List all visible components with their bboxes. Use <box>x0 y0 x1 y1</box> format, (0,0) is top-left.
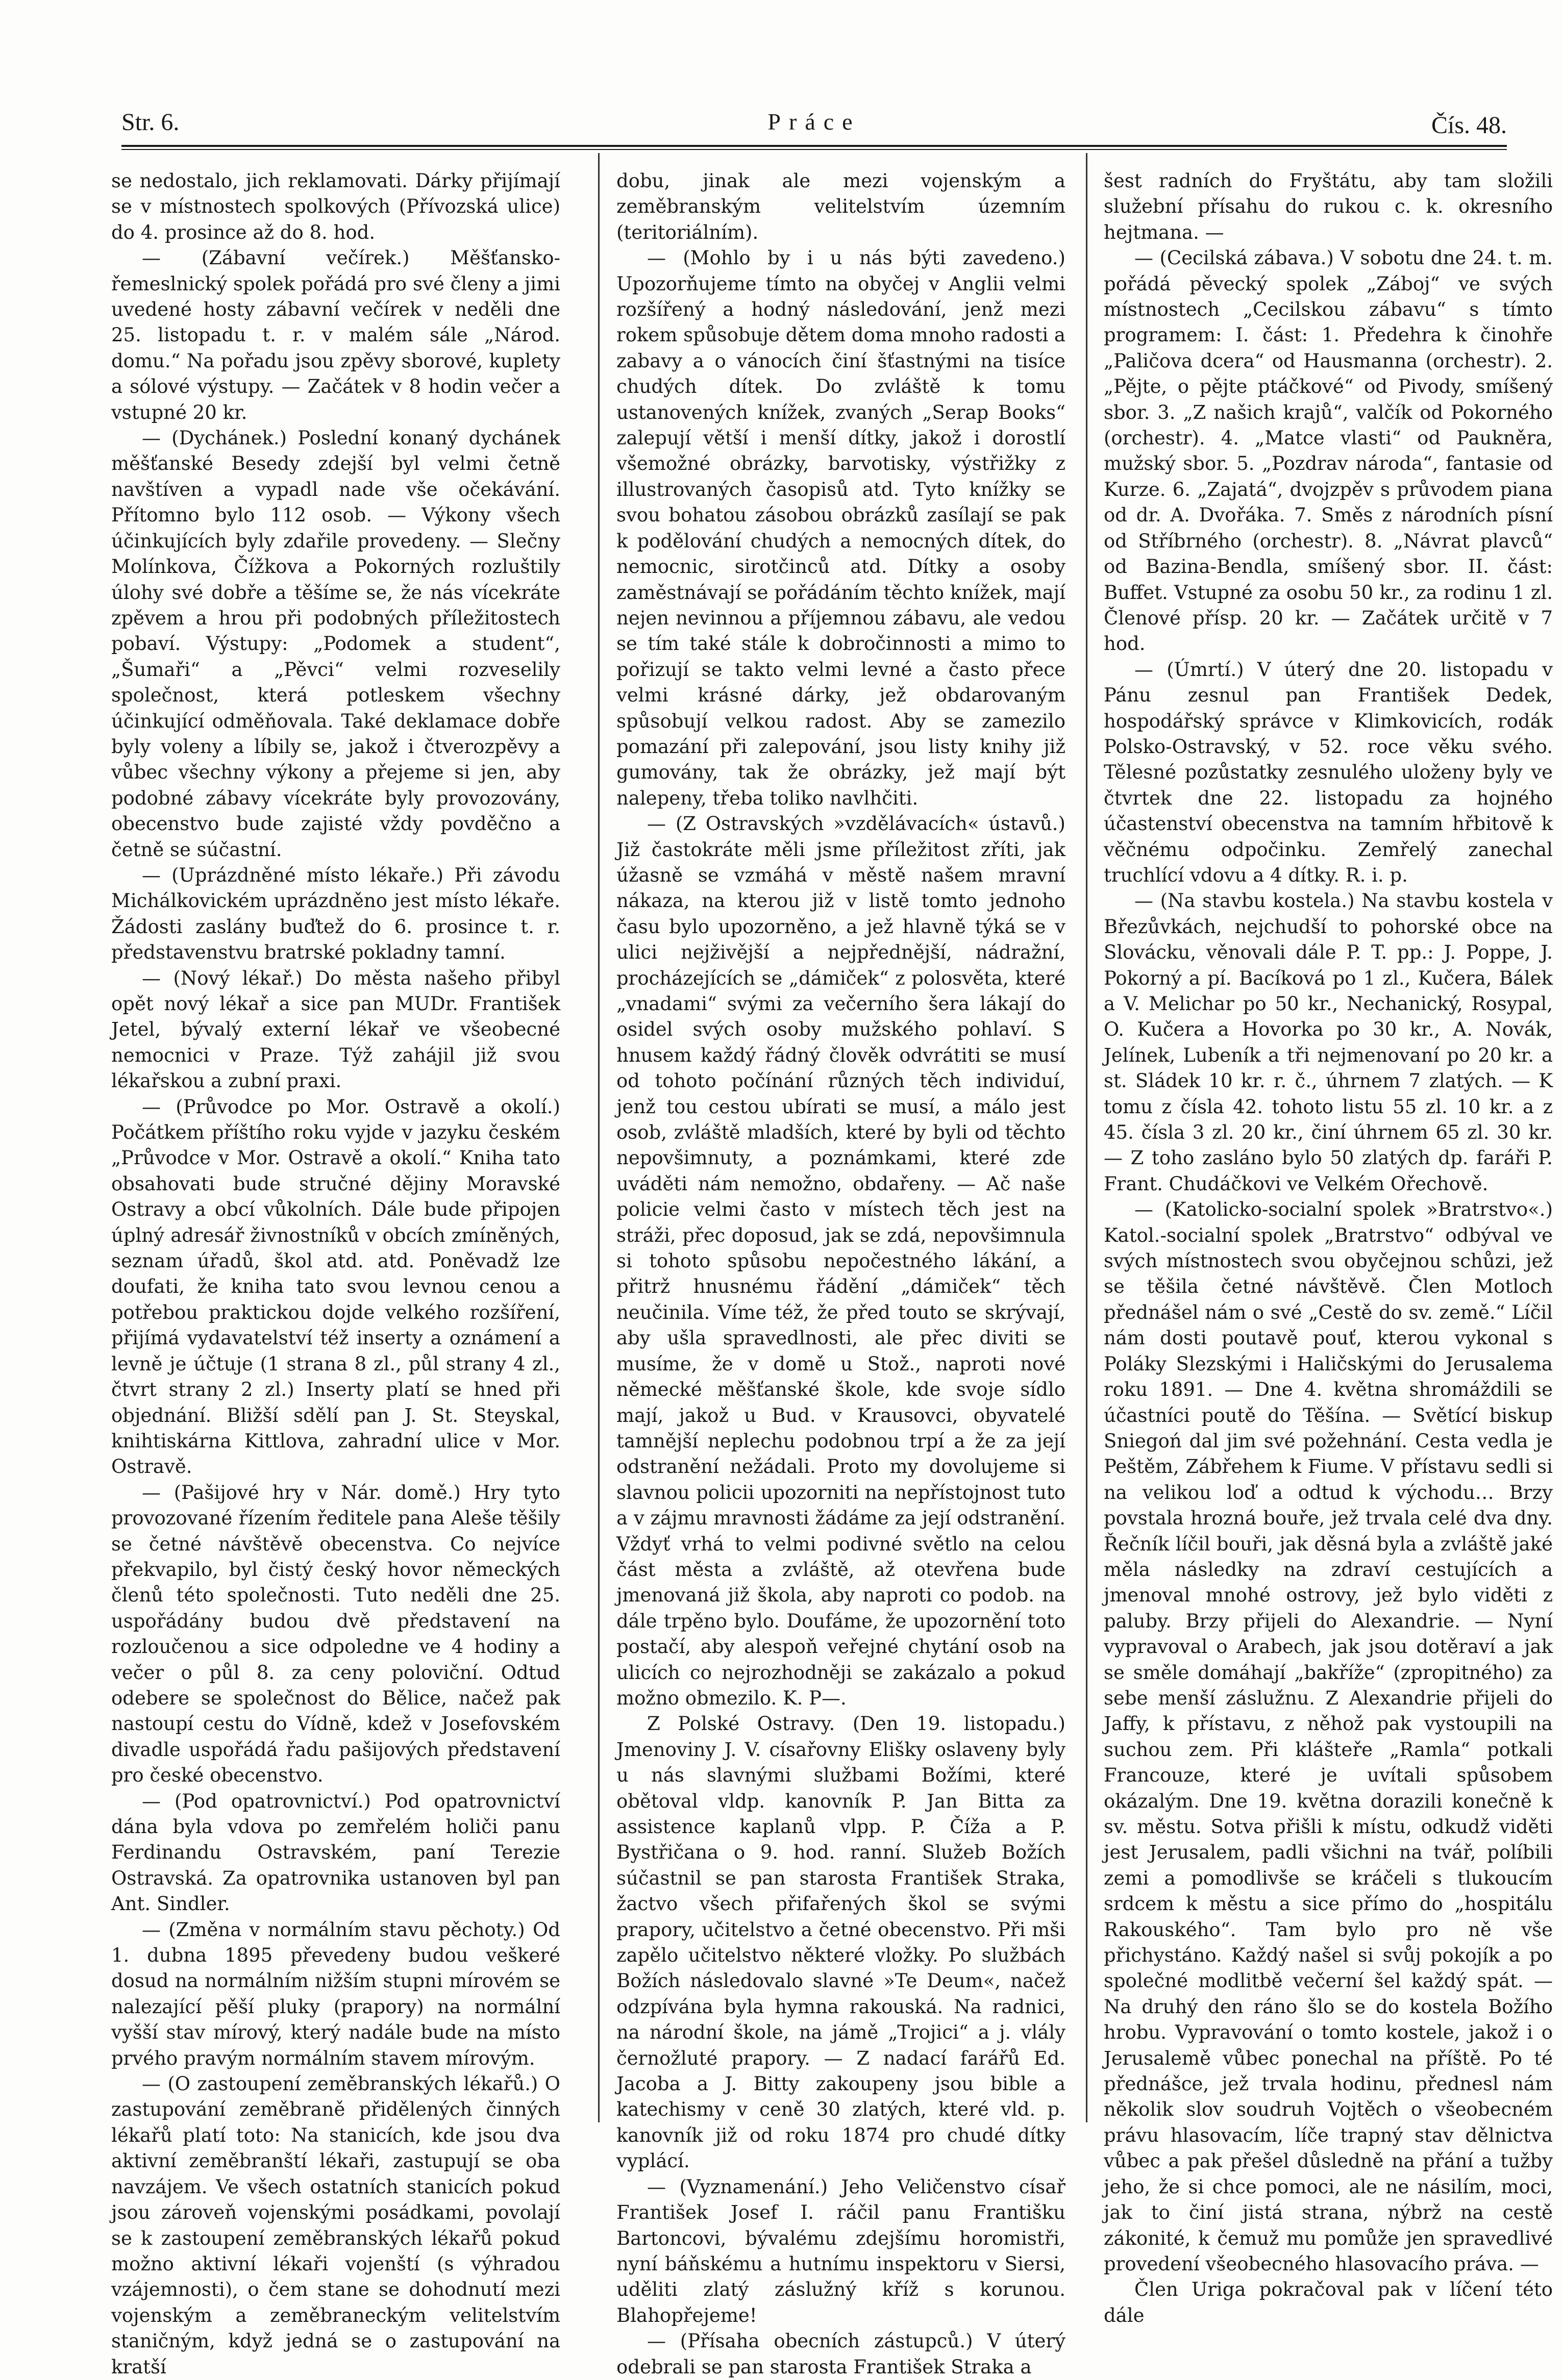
paragraph: se nedostalo, jich reklamovati. Dárky přijímají se v místnostech spolkových (Přívozská ulice) do 4. prosince až do 8. hod. <box>111 170 560 243</box>
paragraph: — (Pod opatrovnictví.) Pod opatrovnictví dána byla vdova po zemřelém holiči panu Ferdinandu Ostravském, paní Terezie Ostravská. Za opatrovnika ustanoven byl pan Ant. Sindler. <box>111 1790 560 1915</box>
header-rule-thin <box>121 149 1507 150</box>
column-2 <box>616 168 1065 2378</box>
paragraph: — (Katolicko-socialní spolek »Bratrstvo«.) Katol.-socialní spolek „Bratrstvo“ odbýval ve svých místnostech svou obyčejnou schůzi, jež se těšila četné návštěvě. Člen Motloch přednášel nám o své „Cestě do sv. země.“ Líčil nám dosti poutavě pouť, kterou vykonal s Poláky Slezskými i Haličskými do Jerusalema roku 1891. — Dne 4. května shromáždili se účastníci poutě do Těšína. — Světící biskup Sniegoń dal jim své požehnání. Cesta vedla je Peštěm, Zábřehem k Fiume. V přístavu sedli si na velikou loď a odtud k východu… Brzy povstala hrozná bouře, jež trvala celé dva dny. Řečník líčil bouři, jak děsná byla a zvláště jaké měla následky na zdraví cestujících a jmenoval mnohé ostrovy, jež bylo viděti z paluby. Brzy přijeli do Alexandrie. — Nyní vypravoval o Arabech, jak jsou dotěraví a jak se směle domáhají „bakříže“ (zpropitného) za sebe menší záslužnu. Z Alexandrie přijeli do Jaffy, k přístavu, z něhož pak vystoupili na suchou zem. Při klášteře „Ramla“ potkali Francouze, které je uvítali spůsobem okázalým. Dne 19. května dorazili konečně k sv. městu. Sotva přišli k místu, odkudž viděti jest Jerusalem, padli všichni na tvář, políbili zemi a pomodlivše se kráčeli s tlukoucím srdcem k městu a sice přímo do „hospitálu Rakouského“. Tam bylo pro ně vše přichystáno. Každý našel si svůj pokojík a po společné modlitbě večerní šel každý spát. — Na druhý den ráno šlo se do kostela Božího hrobu. Vypravování o tomto kostele, jakož i o Jerusalemě vůbec ponechal na příště. Po té přednášce, jež trvala hodinu, přednesl nám několik slov soudruh Vojtěch o všeobecném právu hlasovacím, líče trapný stav dělnictva vůbec a pak přešel důsledně na přání a tužby jeho, že si chce pomoci, ale ne násilím, moci, jak to činí jistá strana, nýbrž na cestě zákonité, k čemuž mu pomůže jen spravedlivé provedení všeobecného hlasovacího práva. — <box>1104 1198 1553 2275</box>
paragraph: — (Přísaha obecních zástupců.) V úterý odebrali se pan starosta František Straka a <box>616 2330 1065 2378</box>
paragraph: Člen Uriga pokračoval pak v líčení této dále <box>1104 2278 1553 2326</box>
paragraph: dobu, jinak ale mezi vojenským a zeměbranským velitelstvím územním (teritoriálním). <box>616 170 1065 243</box>
paragraph: — (O zastoupení zeměbranských lékařů.) O zastupování zeměbraně přidělených činných lékařů platí toto: Na stanicích, kde jsou dva aktivní zeměbranští lékaři, zastupují se oba navzájem. Ve všech ostatních stanicích pokud jsou zároveň vojenskými posádkami, povolají se k zastoupení zeměbranských lékařů pokud možno aktivní lékaři vojenští (s výhradou vzájemnosti), o čem stane se dohodnutí mezi vojenským a zeměbraneckým velitelstvím staničným, když jedná se o zastupování na kratší <box>111 2073 560 2378</box>
newspaper-title: Práce <box>767 109 861 135</box>
column-divider <box>1086 153 1087 2122</box>
paragraph: — (Cecilská zábava.) V sobotu dne 24. t. m. pořádá pěvecký spolek „Záboj“ ve svých místnostech „Cecilskou zábavu“ s tímto programem: I. část: 1. Předehra k činohře „Paličova dcera“ od Hausmanna (orchestr). 2. „Pějte, o pějte ptáčkové“ od Pivody, smíšený sbor. 3. „Z našich krajů“, valčík od Pokorného (orchestr). 4. „Matce vlasti“ od Paukněra, mužský sbor. 5. „Pozdrav národa“, fantasie od Kurze. 6. „Zajatá“, dvojzpěv s průvodem piana od dr. A. Dvořáka. 7. Směs z národních písní od Stříbrného (orchestr). 8. „Návrat plavců“ od Bazina-Bendla, smíšený sbor. II. část: Buffet. Vstupné za osobu 50 kr., za rodinu 1 zl. Členové přísp. 20 kr. — Začátek určitě v 7 hod. <box>1104 247 1553 655</box>
column-3 <box>1104 168 1553 2326</box>
paragraph: — (Mohlo by i u nás býti zavedeno.) Upozorňujeme tímto na obyčej v Anglii velmi rozšířený a hodný následování, jenž mezi rokem spůsobuje dětem doma mnoho radosti a zabavy a o vánocích činí šťastnými na tisíce chudých dítek. Do zvláště k tomu ustanovených knížek, zvaných „Serap Books“ zalepují větší i menší dítky, jakož i dorostlí všemožné obrázky, barvotisky, výstřižky z illustrovaných časopisů atd. Tyto knížky se svou bohatou zásobou obrázků zasílají se pak k podělování chudých a nemocných dítek, do nemocnic, sirotčinců atd. Dítky a osoby zaměstnávají se pořádáním těchto knížek, mají nejen nevinnou a příjemnou zábavu, ale vedou se tím také stále k dobročinnosti a mimo to pořizují se takto velmi levné a často přece velmi krásné dárky, jež obdarovaným spůsobují velkou radost. Aby se zamezilo pomazání při zalepování, jsou listy knihy již gumovány, tak že obrázky, jež mají být nalepeny, třeba toliko navlhčiti. <box>616 247 1065 809</box>
column-divider <box>598 153 600 2122</box>
issue-number: Čís. 48. <box>1431 112 1507 139</box>
header-rule <box>121 145 1507 147</box>
page-header <box>121 108 1507 144</box>
page-number: Str. 6. <box>121 109 180 136</box>
column-1 <box>111 168 560 2378</box>
paragraph: — (Průvodce po Mor. Ostravě a okolí.) Počátkem příštího roku vyjde v jazyku českém „Průvodce v Mor. Ostravě a okolí.“ Kniha tato obsahovati bude stručné dějiny Moravské Ostravy a obcí vůkolních. Dále bude připojen úplný adresář živnostníků v obcích zmíněných, seznam úřadů, škol atd. atd. Poněvadž lze doufati, že kniha tato svou levnou cenou a potřebou praktickou dojde velkého rozšíření, přijímá vydavatelství též inserty a oznámení a levně je účtuje (1 strana 8 zl., půl strany 4 zl., čtvrt strany 2 zl.) Inserty platí se hned při objednání. Bližší sdělí pan J. St. Steyskal, knihtiskárna Kittlova, zahradní ulice v Mor. Ostravě. <box>111 1095 560 1478</box>
paragraph: — (Změna v normálním stavu pěchoty.) Od 1. dubna 1895 převedeny budou veškeré dosud na normálním nižším stupni mírovém se nalezající pěší pluky (prapory) na normální vyšší stav mírový, který nadále bude na místo prvého pravým normálním stavem mírovým. <box>111 1918 560 2069</box>
paragraph: — (Na stavbu kostela.) Na stavbu kostela v Březůvkách, nejchudší to pohorské obce na Slovácku, věnovali dále P. T. pp.: J. Poppe, J. Pokorný a pí. Bacíková po 1 zl., Kučera, Bálek a V. Melichar po 50 kr., Nechanický, Rosypal, O. Kučera a Hovorka po 30 kr., A. Novák, Jelínek, Lubeník a tři nejmenovaní po 20 kr. a st. Sládek 10 kr. r. č., úhrnem 7 zlatých. — K tomu z čísla 42. tohoto listu 55 zl. 10 kr. a z 45. čísla 3 zl. 20 kr., činí úhrnem 65 zl. 30 kr. — Z toho zasláno bylo 50 zlatých dp. faráři P. Frant. Chudáčkovi ve Velkém Ořechově. <box>1104 890 1553 1195</box>
paragraph: — (Zábavní večírek.) Měšťansko-řemeslnický spolek pořádá pro své členy a jimi uvedené hosty zábavní večírek v neděli dne 25. listopadu t. r. v malém sále „Národ. domu.“ Na pořadu jsou zpěvy sborové, kuplety a sólové výstupy. — Začátek v 8 hodin večer a vstupné 20 kr. <box>111 247 560 423</box>
paragraph: — (Úmrtí.) V úterý dne 20. listopadu v Pánu zesnul pan František Dedek, hospodářský správce v Klimkovicích, rodák Polsko-Ostravský, v 52. roce věku svého. Tělesné pozůstatky zesnulého uloženy byly ve čtvrtek dne 22. listopadu za hojného účastenství obecenstva na tamním hřbitově k věčnému odpočinku. Zemřelý zanechal truchlící vdovu a 4 dítky. R. i. p. <box>1104 658 1553 886</box>
paragraph: — (Z Ostravských »vzdělávacích« ústavů.) Již častokráte měli jsme příležitost zříti, jak úžasně se vzmáhá v městě našem mravní nákaza, na kterou již v listě tomto jednoho času bylo upozorněno, a jež hlavně týká se v ulici nejživější a nejpřednější, nádražní, procházejících se „dámiček“ z polosvěta, které „vnadami“ svými za večerního šera lákají do osidel svých osoby mužského pohlaví. S hnusem každý řádný člověk odvrátiti se musí od tohoto počínání různých těch individuí, jenž tou cestou ubírati se musí, a málo jest osob, zvláště mladších, které by byli od těchto nepovšimnuty, a poznámkami, které zde uváděti nám nemožno, obdařeny. — Ač naše policie velmi často v místech těch jest na stráži, přec doposud, jak se zdá, nepovšimnula si tohoto spůsobu nepočestného lákání, a přitrž hnusnému řádění „dámiček“ těch neučinila. Víme též, že před touto se skrývají, aby ušla spravedlnosti, ale přec diviti se musíme, že v domě u Stož., naproti nové německé měšťanské škole, kde svoje sídlo mají, jakož u Bud. v Krausovci, obyvatelé tamnější neplechu podobnou trpí a že za její odstranění nežádali. Proto my dovolujeme si slavnou policii upozorniti na nepřístojnost tuto a v zájmu mravnosti žádáme za její odstranění. Vždyť vrhá to velmi podivné světlo na celou část města a zvláště, až otevřena bude jmenovaná již škola, aby naproti co podob. na dále trpěno bylo. Doufáme, že upozornění toto postačí, aby alespoň veřejné chytání osob na ulicích co nejrozhodněji se zakázalo a pokud možno obmezilo. K. P—. <box>616 813 1065 1709</box>
paragraph: Z Polské Ostravy. (Den 19. listopadu.) Jmenoviny J. V. císařovny Elišky oslaveny byly u nás slavnými službami Božími, které obětoval vldp. kanovník P. Jan Bitta za assistence kaplanů vlpp. P. Číža a P. Bystřičana o 9. hod. ranní. Služeb Božích súčastnil se pan starosta František Straka, žactvo všech přifařených škol se svými prapory, učitelstvo a četné obecenstvo. Při mši zapělo učitelstvo některé vložky. Po službách Božích následovalo slavné »Te Deum«, načež odzpívána byla hymna rakouská. Na radnici, na národní škole, na jámě „Trojici“ a j. vlály černožluté prapory. — Z nadací farářů Ed. Jacoba a J. Bitty zakoupeny jsou bible a katechismy v ceně 30 zlatých, které vld. p. kanovník již od roku 1874 pro chudé dítky vyplácí. <box>616 1713 1065 2172</box>
paragraph: — (Uprázdněné místo lékaře.) Při závodu Michálkovickém uprázdněno jest místo lékaře. Žádosti zaslány buďtež do 6. prosince t. r. představenstvu bratrské pokladny tamní. <box>111 864 560 964</box>
paragraph: — (Vyznamenání.) Jeho Veličenstvo císař František Josef I. ráčil panu Františku Bartoncovi, bývalému zdejšímu horomistři, nyní báňskému a hutnímu inspektoru v Siersi, uděliti zlatý záslužný kříž s korunou. Blahopřejeme! <box>616 2175 1065 2326</box>
paragraph: — (Dychánek.) Poslední konaný dychánek měšťanské Besedy zdejší byl velmi četně navštíven a vypadl nade vše očekávání. Přítomno bylo 112 osob. — Výkony všech účinkujících byly zdařile provedeny. — Slečny Molínkova, Čížkova a Pokorných rozluštily úlohy své dobře a těšíme se, že nás vícekráte zpěvem a hrou při podobných příležitostech pobaví. Výstupy: „Podomek a student“, „Šumaři“ a „Pěvci“ velmi rozveselily společnost, která potleskem všechny účinkující odměňovala. Také deklamace dobře byly voleny a líbily se, jakož i čtverozpěvy a vůbec všechny výkony a přejeme si jen, aby podobné zábavy vícekráte byly provozovány, obecenstvo bude zajisté vždy povděčno a četně se súčastní. <box>111 427 560 861</box>
paragraph: — (Pašijové hry v Nár. domě.) Hry tyto provozované řízením ředitele pana Aleše těšily se četné návštěvě obecenstva. Co nejvíce překvapilo, byl čistý český hovor německých členů této společnosti. Tuto neděli dne 25. uspořádány budou dvě představení na rozloučenou a sice odpoledne ve 4 hodiny a večer o půl 8. za ceny poloviční. Odtud odebere se společnost do Bělice, načež pak nastoupí cestu do Vídně, kdež v Josefovském divadle uspořádá řadu pašijových představení pro české obecenstvo. <box>111 1481 560 1787</box>
paragraph: šest radních do Fryštátu, aby tam složili služební přísahu do rukou c. k. okresního hejtmana. — <box>1104 170 1553 243</box>
paragraph: — (Nový lékař.) Do města našeho přibyl opět nový lékař a sice pan MUDr. František Jetel, bývalý externí lékař ve všeobecné nemocnici v Praze. Týž zahájil již svou lékařskou a zubní praxi. <box>111 967 560 1092</box>
